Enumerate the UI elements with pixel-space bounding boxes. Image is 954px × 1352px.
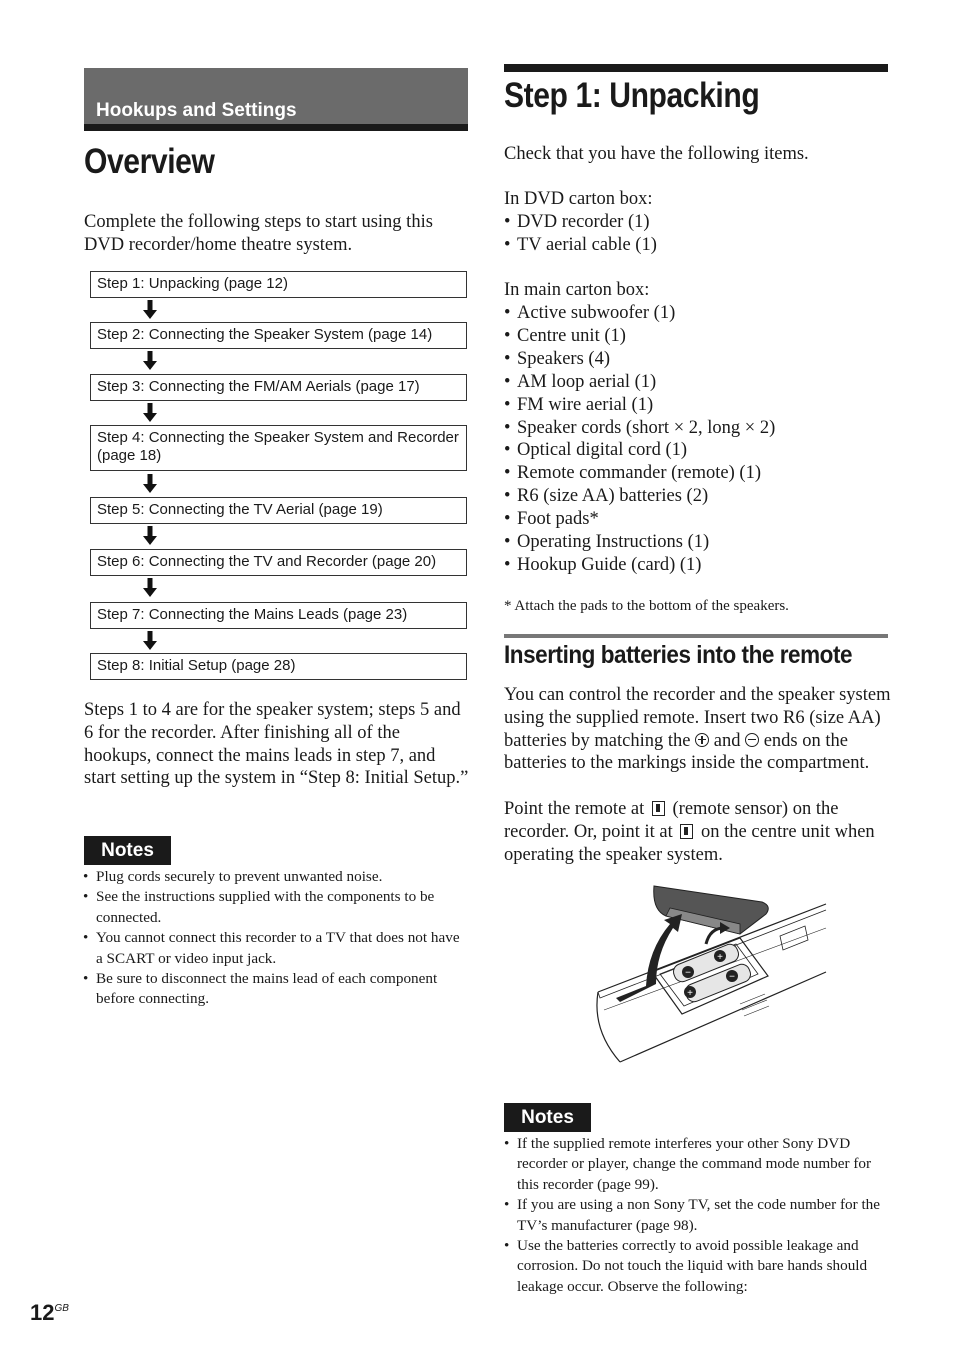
section-label: Hookups and Settings (96, 100, 297, 121)
list-item: • FM wire aerial (1) (504, 394, 889, 417)
list-item: • R6 (size AA) batteries (2) (504, 485, 889, 508)
down-arrow-icon (142, 474, 158, 494)
list-item: • TV aerial cable (1) (504, 234, 889, 257)
check-text: Check that you have the following items. (504, 144, 809, 164)
list-item: • Optical digital cord (1) (504, 439, 889, 462)
batteries-paragraph-2 (504, 798, 892, 866)
dvd-box-label: In DVD carton box: (504, 189, 653, 209)
section-banner (84, 68, 468, 131)
list-item: • Plug cords securely to prevent unwanted noise. (83, 867, 468, 887)
list-item: • Use the batteries correctly to avoid possible leakage and corrosion. Do not touch the liquid with bare hands should leakage occur. Observe the following: (504, 1236, 889, 1297)
page-number (30, 1300, 69, 1326)
batteries-paragraph-1 (504, 684, 892, 775)
minus-icon (745, 733, 759, 747)
notes-list (83, 867, 468, 1010)
list-item: • Active subwoofer (1) (504, 302, 889, 325)
step-box-7: Step 7: Connecting the Mains Leads (page 23) (90, 602, 467, 629)
list-item: • If you are using a non Sony TV, set the code number for the TV’s manufacturer (page 98). (504, 1195, 889, 1236)
svg-text:−: − (729, 971, 735, 983)
summary-paragraph: Steps 1 to 4 are for the speaker system; steps 5 and 6 for the recorder. After finishing all of the hookups, connect the mains leads in step 7, and start setting up the system in “Step 8: Initial Setup.” (84, 700, 469, 789)
down-arrow-icon (142, 403, 158, 423)
step-box-1: Step 1: Unpacking (page 12) (90, 271, 467, 298)
notes-badge: Notes (84, 836, 171, 865)
svg-text:−: − (685, 967, 691, 979)
subheading-rule (504, 634, 888, 638)
heading-rule (504, 64, 888, 72)
notes-badge: Notes (504, 1103, 591, 1132)
remote-sensor-icon (680, 824, 693, 839)
list-item: • Be sure to disconnect the mains lead of each component before connecting. (83, 969, 468, 1010)
text-span: ends on the batteries to the markings inside the compartment. (504, 730, 870, 774)
page-number-suffix: GB (54, 1303, 69, 1314)
svg-text:+: + (687, 988, 693, 999)
text-span: Point the remote at (504, 799, 645, 819)
intro-paragraph: Complete the following steps to start using this DVD recorder/home theatre system. (84, 212, 433, 255)
down-arrow-icon (142, 578, 158, 598)
down-arrow-icon (142, 631, 158, 651)
step-box-3: Step 3: Connecting the FM/AM Aerials (page 17) (90, 374, 467, 401)
battery-insertion-illustration (590, 880, 835, 1072)
step-box-4: Step 4: Connecting the Speaker System and Recorder (page 18) (90, 425, 467, 471)
list-item: • Remote commander (remote) (1) (504, 462, 889, 485)
main-box-label: In main carton box: (504, 280, 650, 300)
plus-icon (695, 733, 709, 747)
notes-list (504, 1134, 889, 1297)
footnote: * Attach the pads to the bottom of the speakers. (504, 598, 789, 614)
list-item: • Operating Instructions (1) (504, 531, 889, 554)
down-arrow-icon (142, 526, 158, 546)
step-box-2: Step 2: Connecting the Speaker System (page 14) (90, 322, 467, 349)
down-arrow-icon (142, 351, 158, 371)
text-span: and (713, 730, 741, 751)
list-item: • You cannot connect this recorder to a TV that does not have a SCART or video input jack. (83, 928, 468, 969)
main-box-list (504, 302, 889, 577)
list-item: • DVD recorder (1) (504, 211, 889, 234)
list-item: • AM loop aerial (1) (504, 371, 889, 394)
list-item: • Speaker cords (short × 2, long × 2) (504, 417, 889, 440)
list-item: • See the instructions supplied with the components to be connected. (83, 887, 468, 928)
list-item: • If the supplied remote interferes your other Sony DVD recorder or player, change the command mode number for this recorder (page 99). (504, 1134, 889, 1195)
page-title-overview: Overview (84, 142, 215, 181)
subheading-batteries: Inserting batteries into the remote (504, 641, 853, 669)
text-span: (remote sensor) on the recorder. Or, point it at (504, 799, 839, 842)
page-number-value: 12 (30, 1300, 55, 1325)
text-span: You can control the recorder and the speaker system using the supplied remote. Insert two R6 (size AA) batteries by matching the (504, 685, 891, 751)
svg-text:+: + (717, 952, 723, 963)
list-item: • Centre unit (1) (504, 325, 889, 348)
step-box-5: Step 5: Connecting the TV Aerial (page 19) (90, 497, 467, 524)
remote-sensor-icon (652, 801, 665, 816)
page-title-unpacking: Step 1: Unpacking (504, 76, 760, 115)
step-box-6: Step 6: Connecting the TV and Recorder (page 20) (90, 549, 467, 576)
text-span: on the centre unit when operating the speaker system. (504, 821, 875, 865)
list-item: • Hookup Guide (card) (1) (504, 554, 889, 577)
down-arrow-icon (142, 300, 158, 320)
list-item: • Speakers (4) (504, 348, 889, 371)
step-box-8: Step 8: Initial Setup (page 28) (90, 653, 467, 680)
dvd-box-list (504, 211, 889, 257)
list-item: • Foot pads* (504, 508, 889, 531)
